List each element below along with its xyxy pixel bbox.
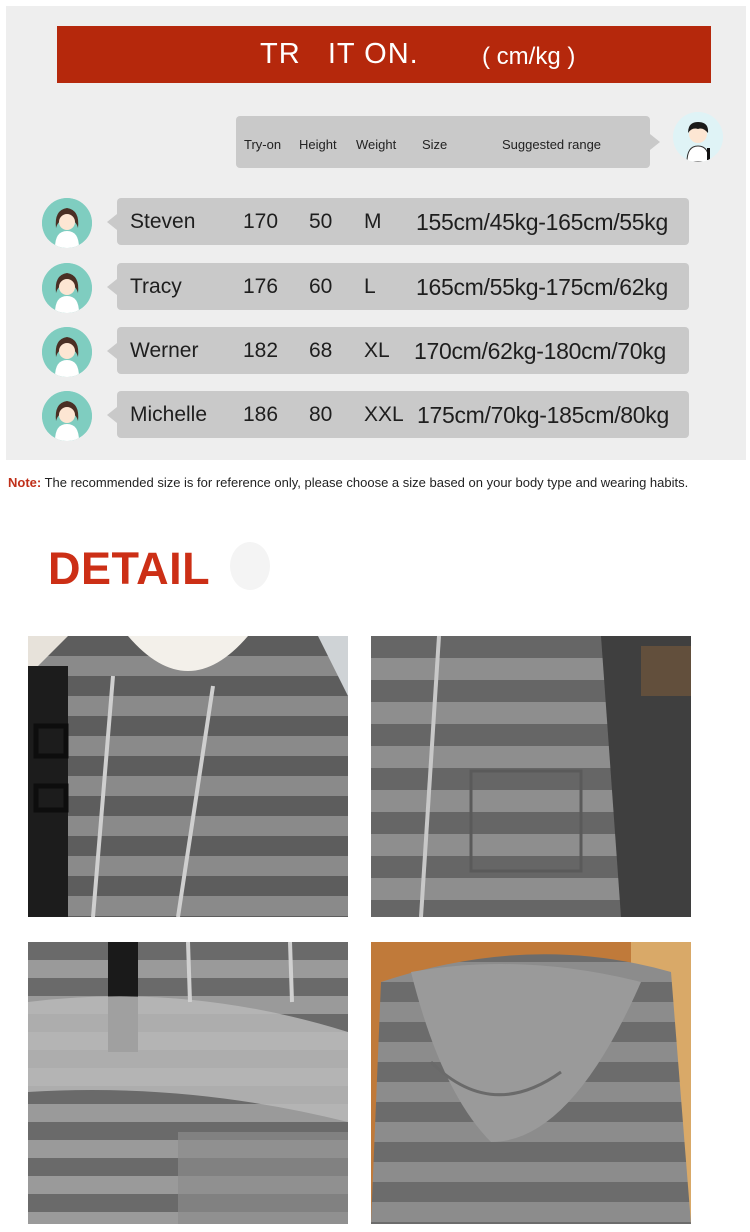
- size-chart-banner: [57, 26, 711, 83]
- banner-title: TR IT ON.: [260, 38, 419, 70]
- row-size: XXL: [364, 403, 404, 426]
- size-row-steven: [117, 198, 689, 245]
- row-range: 155cm/45kg-165cm/55kg: [416, 209, 668, 235]
- row-height: 182: [243, 339, 279, 362]
- girl-avatar-icon: [42, 263, 92, 313]
- row-weight: 80: [309, 403, 333, 426]
- header-suggested-range: Suggested range: [502, 137, 602, 152]
- detail-photo-pocket: [371, 636, 691, 917]
- row-weight: 60: [309, 275, 333, 298]
- row-size: XL: [364, 339, 390, 362]
- note-label: Note:: [8, 475, 42, 490]
- detail-photo-hood: [371, 942, 691, 1224]
- row-height: 170: [243, 210, 279, 233]
- boy-avatar-icon: [673, 112, 723, 162]
- row-height: 176: [243, 275, 279, 298]
- row-name: Werner: [130, 339, 199, 362]
- note-text: The recommended size is for reference only, please choose a size based on your body type and wearing habits.: [41, 475, 689, 490]
- row-range: 175cm/70kg-185cm/80kg: [417, 402, 669, 428]
- row-size: M: [364, 210, 382, 233]
- detail-photo-front: [28, 636, 348, 917]
- row-size: L: [364, 275, 376, 298]
- decorative-blob: [230, 542, 270, 590]
- row-weight: 50: [309, 210, 333, 233]
- size-note: [8, 475, 688, 490]
- header-height: Height: [299, 137, 337, 152]
- girl-avatar-icon: [42, 327, 92, 377]
- row-range: 170cm/62kg-180cm/70kg: [414, 338, 666, 364]
- header-weight: Weight: [356, 137, 397, 152]
- size-row-werner: [117, 327, 689, 374]
- size-row-tracy: [117, 263, 689, 310]
- row-name: Michelle: [130, 403, 208, 426]
- size-chart-header: [236, 116, 650, 168]
- row-name: Tracy: [130, 275, 182, 298]
- girl-avatar-icon: [42, 198, 92, 248]
- girl-avatar-icon: [42, 391, 92, 441]
- detail-heading: DETAIL: [48, 543, 211, 594]
- row-height: 186: [243, 403, 279, 426]
- row-weight: 68: [309, 339, 333, 362]
- banner-units: ( cm/kg ): [482, 43, 576, 70]
- header-size: Size: [422, 137, 448, 152]
- detail-photo-sleeve: [28, 942, 348, 1224]
- row-range: 165cm/55kg-175cm/62kg: [416, 274, 668, 300]
- row-name: Steven: [130, 210, 196, 233]
- size-row-michelle: [117, 391, 689, 438]
- header-try-on: Try-on: [244, 137, 282, 152]
